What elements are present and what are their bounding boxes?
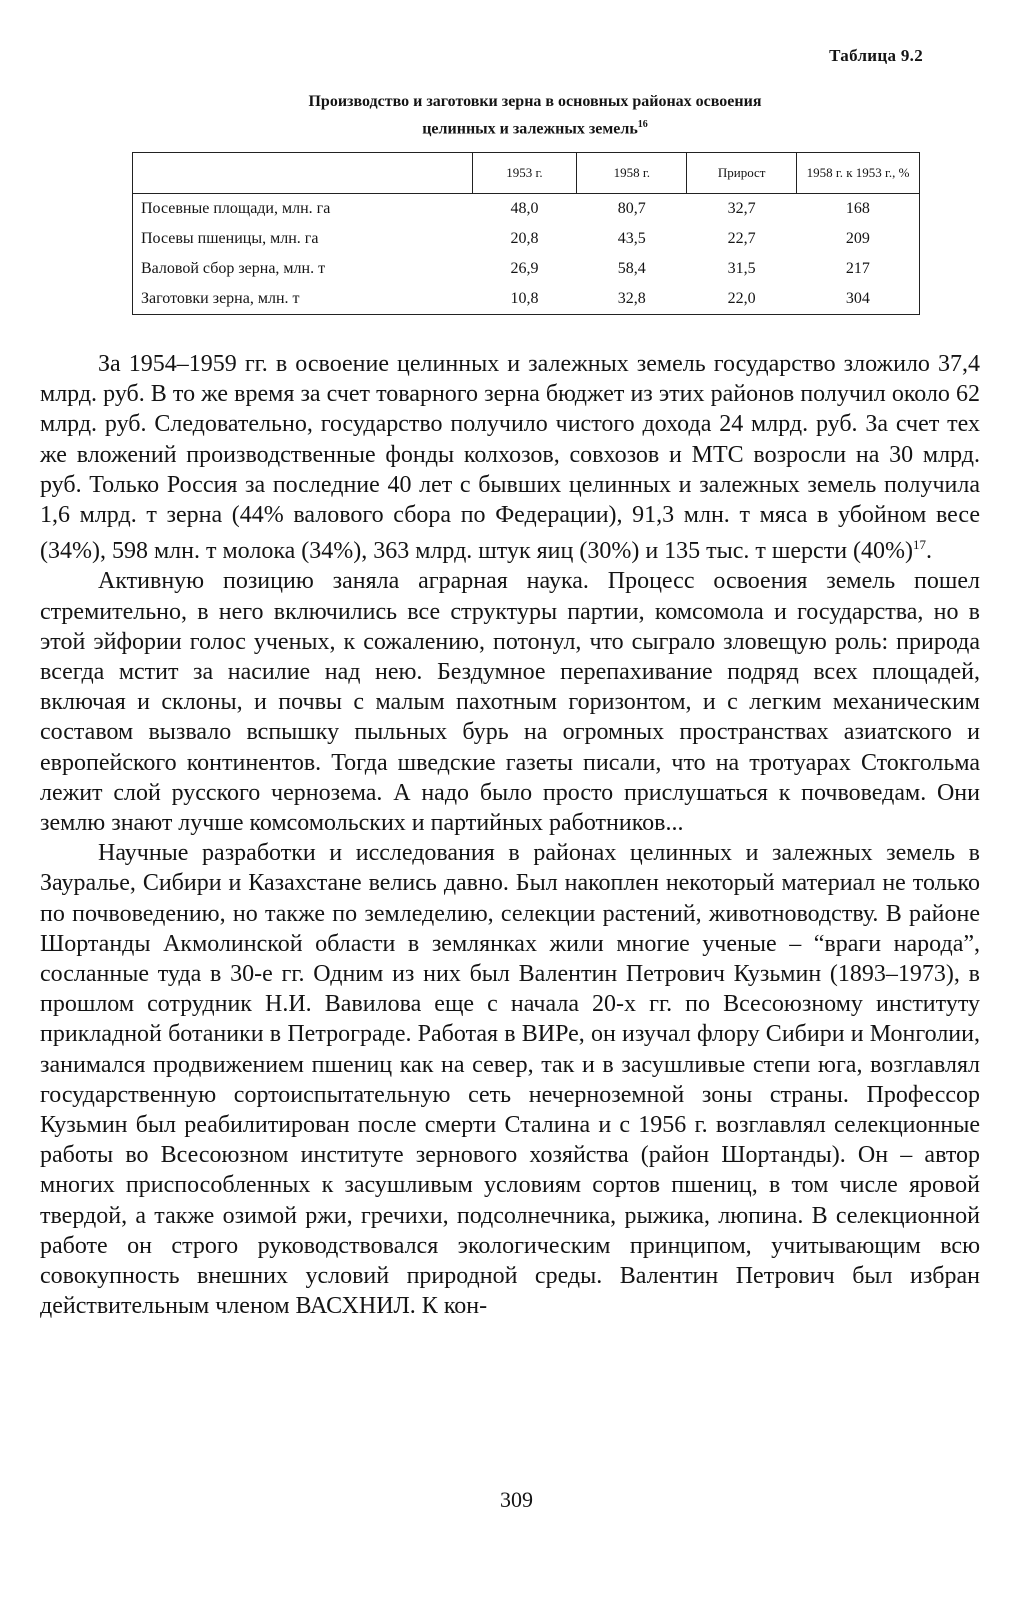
header-cell-1953: 1953 г. bbox=[472, 153, 577, 194]
table-row bbox=[133, 224, 920, 254]
grain-production-table bbox=[132, 152, 920, 315]
header-cell-growth: Прирост bbox=[687, 153, 797, 194]
row-label: Посевы пшеницы, млн. га bbox=[141, 230, 319, 247]
table-caption bbox=[170, 90, 900, 140]
table-number-label: Таблица 9.2 bbox=[829, 46, 923, 65]
cell-ratio: 217 bbox=[845, 260, 870, 277]
table-row bbox=[133, 254, 920, 284]
paragraph: За 1954–1959 гг. в освоение целинных и залежных земель государство зложило 37,4 млрд. руб. В то же время за счет товарного зерна бюджет из этих районов получил около 62 млрд. руб. Следовательно, государство получило чистого дохода 24 млрд. руб. За счет тех же вложений производственные фонды колхозов, совхозов и МТС возросли на 30 млрд. руб. Только Россия за последние 40 лет с бывших целинных и залежных земель получила 1,6 млрд. т зерна (44% валового сбора по Федерации), 91,3 млн. т мяса в убойном весе (34%), 598 млн. т молока (34%), 363 млрд. штук яиц (30%) и 135 тыс. т шерсти $(40\%)^{17}$. bbox=[40, 351, 980, 565]
table-row bbox=[133, 194, 920, 225]
page-number: 309 bbox=[500, 1487, 533, 1512]
cell-1953: 10,8 bbox=[510, 290, 539, 307]
footnote-ref: 17 bbox=[913, 537, 927, 553]
cell-1958: 80,7 bbox=[617, 200, 646, 217]
caption-line-2-text: целинных и залежных земель bbox=[422, 120, 638, 138]
cell-ratio: 168 bbox=[845, 200, 870, 217]
cell-1953: 20,8 bbox=[510, 230, 539, 247]
cell-1958: 43,5 bbox=[617, 230, 646, 247]
cell-1958: 32,8 bbox=[617, 290, 646, 307]
header-cell-indicator bbox=[133, 153, 473, 194]
caption-line-2 bbox=[170, 113, 900, 140]
header-cell-1958: 1958 г. bbox=[577, 153, 687, 194]
table-header-row bbox=[133, 153, 920, 194]
cell-1958: 58,4 bbox=[617, 260, 646, 277]
cell-growth: 22,0 bbox=[727, 290, 756, 307]
caption-footnote-ref: 16 bbox=[637, 119, 648, 130]
body-text bbox=[40, 349, 980, 1322]
table-row bbox=[133, 284, 920, 315]
paragraph: Научные разработки и исследования в районах целинных и залежных земель в Зауралье, Сибири и Казахстане велись давно. Был накоплен некоторый материал не только по почвоведению, но также по земледелию, селекции растений, животноводству. В районе Шортанды Акмолинской области в землянках жили многие ученые – “враги народа”, сосланные туда в 30-е гг. Одним из них был Валентин Петрович Кузьмин (1893–1973), в прошлом сотрудник Н.И. Вавилова еще с начала 20-х гг. по Всесоюзному институту прикладной ботаники в Петрограде. Работая в ВИРе, он изучал флору Сибири и Монголии, занимался продвижением пшениц как на север, так и в засушливые степи юга, возглавлял государственную сортоиспытательную сеть нечерноземной зоны страны. Профессор Кузьмин был реабилитирован после смерти Сталина и с 1956 г. возглавлял селекционные работы во Всесоюзном институте зернового хозяйства (район Шортанды). Он – автор многих приспособленных к засушливым условиям сортов пшениц, в том числе яровой твердой, а также озимой ржи, гречихи, подсолнечника, рыжика, люпина. В селекционной работе он строго руководствовался экологическим принципом, учитывающим всю совокупность внешних условий природной среды. Валентин Петрович был избран действительным членом ВАСХНИЛ. К кон- bbox=[40, 840, 980, 1320]
row-label: Валовой сбор зерна, млн. т bbox=[141, 260, 326, 277]
row-label: Посевные площади, млн. га bbox=[141, 200, 331, 217]
cell-1953: 26,9 bbox=[510, 260, 539, 277]
row-label: Заготовки зерна, млн. т bbox=[141, 290, 300, 307]
cell-growth: 31,5 bbox=[727, 260, 756, 277]
paragraph-text: За 1954–1959 гг. в освоение целинных и залежных земель государство зложило 37,4 млрд. руб. В то же время за счет товарного зерна бюджет из этих районов получил около 62 млрд. руб. Следовательно, государство получило чистого дохода 24 млрд. руб. За счет тех же вложений производственные фонды колхозов, совхозов и МТС возросли на 30 млрд. руб. Только Россия за последние 40 лет с бывших целинных и залежных земель получила 1,6 млрд. т зерна (44% валового сбора по Федерации), 91,3 млн. т мяса в убойном весе (34%), 598 млн. т молока (34%), 363 млрд. штук яиц (30%) и 135 тыс. т шерсти (40%) bbox=[40, 351, 980, 565]
header-cell-ratio: 1958 г. к 1953 г., % bbox=[797, 153, 920, 194]
paragraph: Активную позицию заняла аграрная наука. Процесс освоения земель пошел стремительно, в него включились все структуры партии, комсомола и государства, но в этой эйфории голос ученых, к сожалению, потонул, что сыграло зловещую роль: природа всегда мстит за насилие над нею. Бездумное перепахивание подряд всех площадей, включая и склоны, и почвы с малым пахотным горизонтом, и с легким механическим составом вызвало вспышку пыльных бурь на огромных пространствах азиатского и европейского континентов. Тогда шведские газеты писали, что на тротуарах Стокгольма лежит слой русского чернозема. А надо было просто прислушаться к почвоведам. Они землю знают лучше комсомольских и партийных работников... bbox=[40, 568, 980, 837]
cell-ratio: 304 bbox=[845, 290, 870, 307]
cell-growth: 22,7 bbox=[727, 230, 756, 247]
cell-1953: 48,0 bbox=[510, 200, 539, 217]
cell-ratio: 209 bbox=[845, 230, 870, 247]
cell-growth: 32,7 bbox=[727, 200, 756, 217]
caption-line-1: Производство и заготовки зерна в основных районах освоения bbox=[308, 93, 762, 110]
